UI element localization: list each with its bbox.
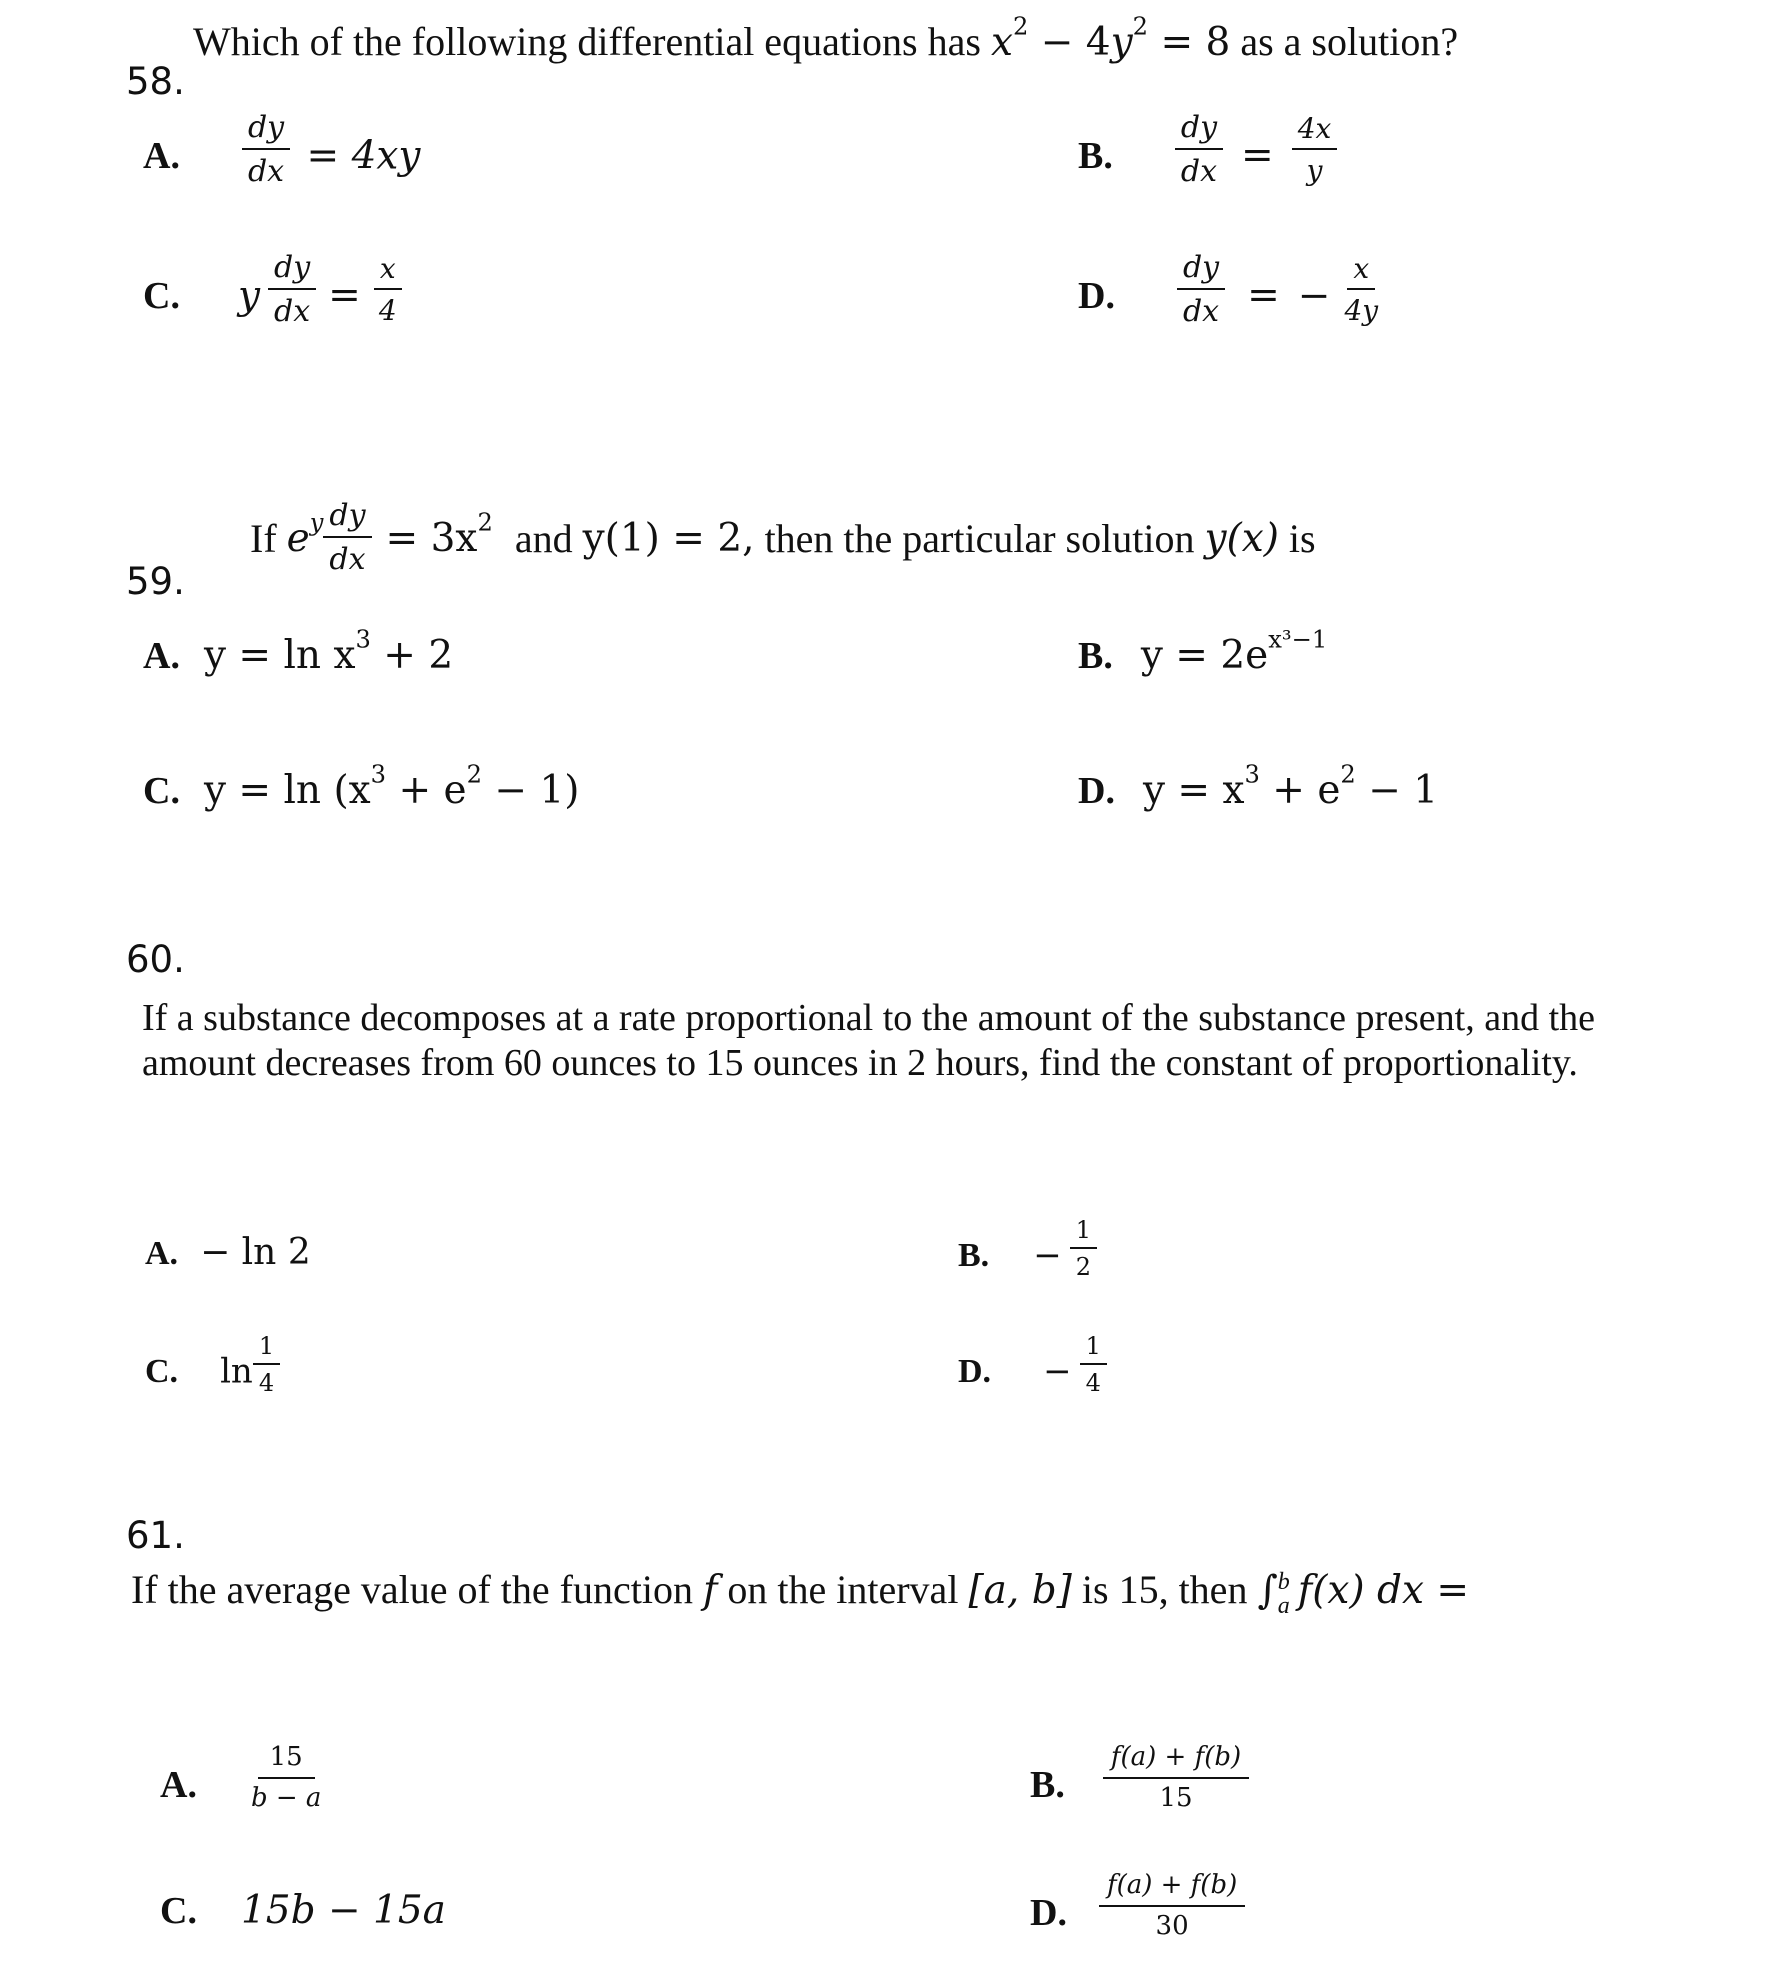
q60-choice-a[interactable]: A. − ln 2 [145, 1232, 311, 1273]
choice-label: A. [160, 1763, 197, 1806]
q59-choice-b[interactable]: B. $y = 2e^{x^3-1}$ [1078, 625, 1328, 678]
q60-choice-d[interactable]: D. − $\frac{1}{4}$ [958, 1334, 1111, 1396]
choice-label: D. [1078, 274, 1115, 317]
q58-stem-equation: $x^2 - 4y^2 = 8$ [990, 12, 1231, 65]
q59-choice-d[interactable]: D. $y = x^3 + e^2 - 1$ [1078, 760, 1439, 813]
q58-number: 58. [126, 60, 185, 103]
q61-number: 61. [126, 1514, 185, 1557]
integral-sign: ∫ [1257, 1568, 1278, 1613]
choice-label: C. [160, 1890, 197, 1932]
q60-choice-b[interactable]: B. − $\frac{1}{2}$ [958, 1218, 1101, 1280]
q58-choice-d[interactable]: D. $\frac{dy}{dx}$ = − $\frac{x}{4y}$ [1078, 250, 1379, 329]
q59-number: 59. [126, 560, 185, 603]
q61-choice-d[interactable]: D. $\frac{f(a) + f(b)}{30}$ [1030, 1872, 1249, 1941]
choice-label: B. [1078, 635, 1113, 677]
q59-choice-a[interactable]: A. $y = \ln x^3 + 2$ [143, 625, 454, 678]
choice-label: C. [145, 1352, 179, 1390]
q60-stem: If a substance decomposes at a rate proportional to the amount of the substance present, and the amount decreases from 60 ounces to 15 ounces in 2 hours, find the constant of proportionality. [142, 997, 1596, 1084]
choice-label: B. [958, 1236, 990, 1274]
choice-label: A. [143, 134, 180, 177]
q59-stem: If $e^y$ $\frac{dy}{dx}$ = $3x^2$ and y(1) = 2, then the particular solution y(x) is [250, 498, 1316, 577]
q61-choice-a[interactable]: A. $\frac{15}{b - a}$ [160, 1742, 322, 1814]
choice-label: A. [143, 635, 180, 677]
q58-choice-a[interactable]: A. $\frac{dy}{dx}$ = 4xy [143, 110, 421, 189]
q59-choice-c[interactable]: C. $y = \ln (x^3 + e^2 - 1)$ [143, 760, 580, 813]
q58-choice-b[interactable]: B. $\frac{dy}{dx}$ = $\frac{4x}{y}$ [1078, 112, 1341, 187]
choice-label: C. [143, 274, 180, 317]
q61-choice-c[interactable]: C. 15b − 15a [160, 1888, 446, 1933]
choice-label: D. [958, 1352, 992, 1390]
choice-label: B. [1030, 1763, 1065, 1806]
choice-label: A. [145, 1235, 179, 1272]
choice-label: C. [143, 770, 180, 812]
q60-number: 60. [126, 938, 185, 981]
q61-stem: If the average value of the function f on the interval [a, b] is 15, then ∫ b a f(x) dx = [131, 1567, 1470, 1619]
q58-stem: Which of the following differential equations has $x^2 - 4y^2 = 8$ as a solution? [193, 12, 1459, 65]
q60-choice-c[interactable]: C. ln $\frac{1}{4}$ [145, 1334, 284, 1396]
q58-choice-c[interactable]: C. y $\frac{dy}{dx}$ = $\frac{x}{4}$ [143, 252, 407, 327]
choice-label: B. [1078, 134, 1113, 177]
q61-choice-b[interactable]: B. $\frac{f(a) + f(b)}{15}$ [1030, 1744, 1253, 1813]
choice-label: D. [1078, 770, 1115, 812]
choice-label: D. [1030, 1891, 1067, 1934]
